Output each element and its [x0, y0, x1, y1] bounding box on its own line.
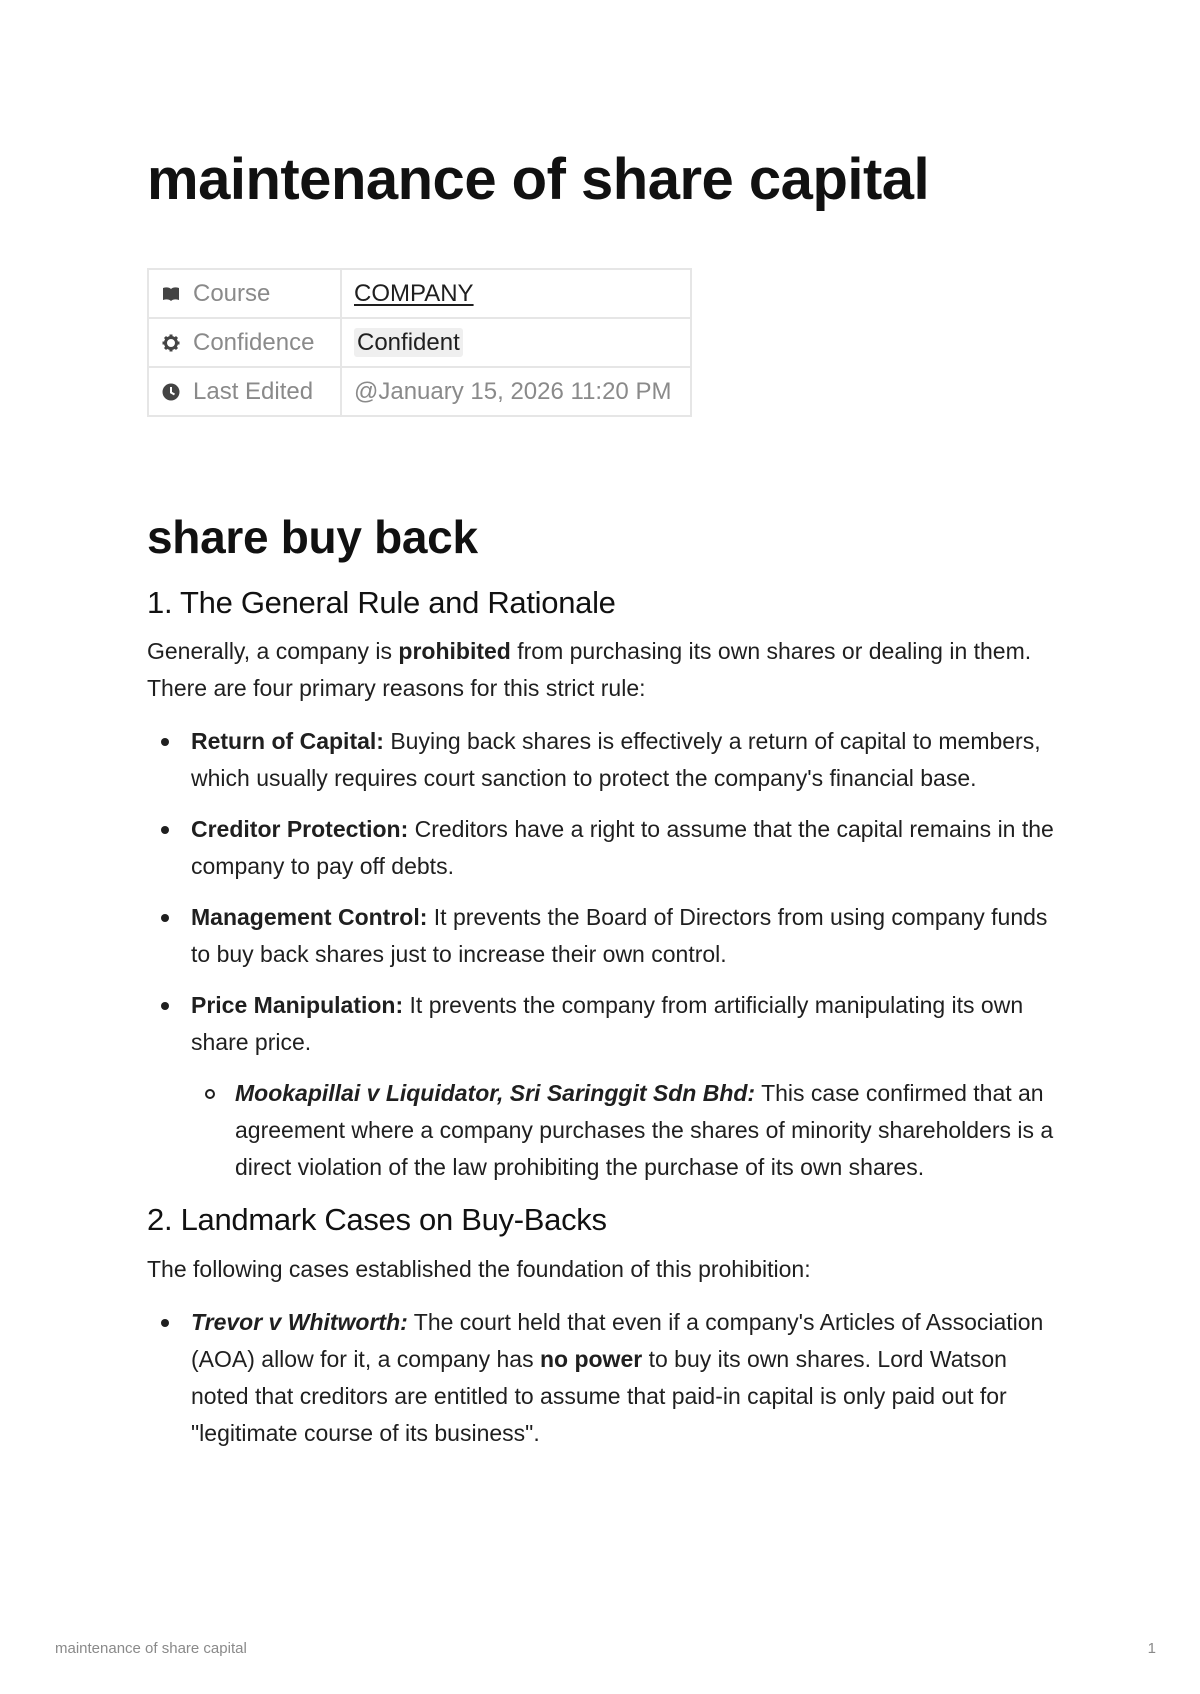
intro-text: Generally, a company is	[147, 638, 399, 665]
list-item	[147, 723, 1067, 797]
property-key-course	[148, 269, 341, 318]
confidence-tag[interactable]: Confident	[354, 328, 463, 357]
property-value-confidence[interactable]	[341, 318, 691, 367]
subheading-general-rule: 1. The General Rule and Rationale	[147, 585, 616, 621]
page-title: maintenance of share capital	[147, 147, 930, 212]
course-link[interactable]: COMPANY	[354, 279, 474, 307]
list-item	[147, 987, 1067, 1186]
property-label: Confidence	[193, 328, 315, 356]
bullet-text: It prevents the Board of Directors from using company funds to buy back shares just to increase their own control.	[191, 904, 1048, 968]
bullet-text: It prevents the company from artificially manipulating its own share price.	[191, 992, 1024, 1056]
bullet-label: Creditor Protection:	[191, 816, 409, 843]
property-label: Course	[193, 279, 271, 307]
cases-intro: The following cases established the foundation of this prohibition:	[147, 1255, 811, 1282]
case-text: to buy its own shares. Lord Watson noted that creditors are entitled to assume that paid-in capital is only paid out for "legitimate course of its business".	[191, 1345, 1007, 1446]
intro-text: from purchasing its own shares or dealing in them. There are four primary reasons for this strict rule:	[147, 638, 1032, 702]
case-text: The court held that even if a company's Articles of Association (AOA) allow for it, a company has	[191, 1308, 1044, 1372]
last-edited-date: @January 15, 2026 11:20 PM	[354, 377, 672, 405]
bullet-text: Creditors have a right to assume that the capital remains in the company to pay off debts.	[191, 816, 1054, 880]
property-value-last-edited	[341, 367, 691, 416]
footer-page-number: 1	[1147, 1640, 1156, 1657]
cases-list	[147, 1304, 1067, 1452]
property-value-course[interactable]	[341, 269, 691, 318]
bullet-text: Buying back shares is effectively a return of capital to members, which usually requires court sanction to protect the company's financial base.	[191, 728, 1041, 792]
list-item	[147, 899, 1067, 973]
property-row-confidence	[148, 318, 691, 367]
property-key-last-edited	[148, 367, 341, 416]
property-label: Last Edited	[193, 377, 314, 405]
property-row-last-edited	[148, 367, 691, 416]
subheading-landmark-cases: 2. Landmark Cases on Buy-Backs	[147, 1202, 607, 1238]
sub-list	[191, 1075, 1067, 1186]
property-key-confidence	[148, 318, 341, 367]
case-name: Trevor v Whitworth:	[191, 1308, 408, 1335]
intro-bold: prohibited	[398, 638, 511, 665]
case-name: Mookapillai v Liquidator, Sri Saringgit Sdn Bhd:	[235, 1080, 756, 1107]
bullet-label: Management Control:	[191, 904, 428, 931]
bullet-label: Return of Capital:	[191, 728, 384, 755]
page-content	[147, 510, 1067, 1466]
list-item	[147, 811, 1067, 885]
clock-icon	[161, 382, 181, 402]
properties-table	[147, 268, 692, 417]
sub-list-item	[191, 1075, 1067, 1186]
reasons-list	[147, 723, 1067, 1186]
section-heading: share buy back	[147, 511, 478, 563]
list-item	[147, 1304, 1067, 1452]
book-icon	[161, 284, 181, 304]
case-bold: no power	[539, 1345, 643, 1372]
bullet-label: Price Manipulation:	[191, 992, 404, 1019]
case-text: This case confirmed that an agreement where a company purchases the shares of minority shareholders is a direct violation of the law prohibiting the purchase of its own shares.	[235, 1080, 1054, 1181]
property-row-course	[148, 269, 691, 318]
gear-icon	[161, 333, 181, 353]
footer-doc-title: maintenance of share capital	[55, 1640, 247, 1657]
intro-paragraph	[147, 633, 1067, 707]
